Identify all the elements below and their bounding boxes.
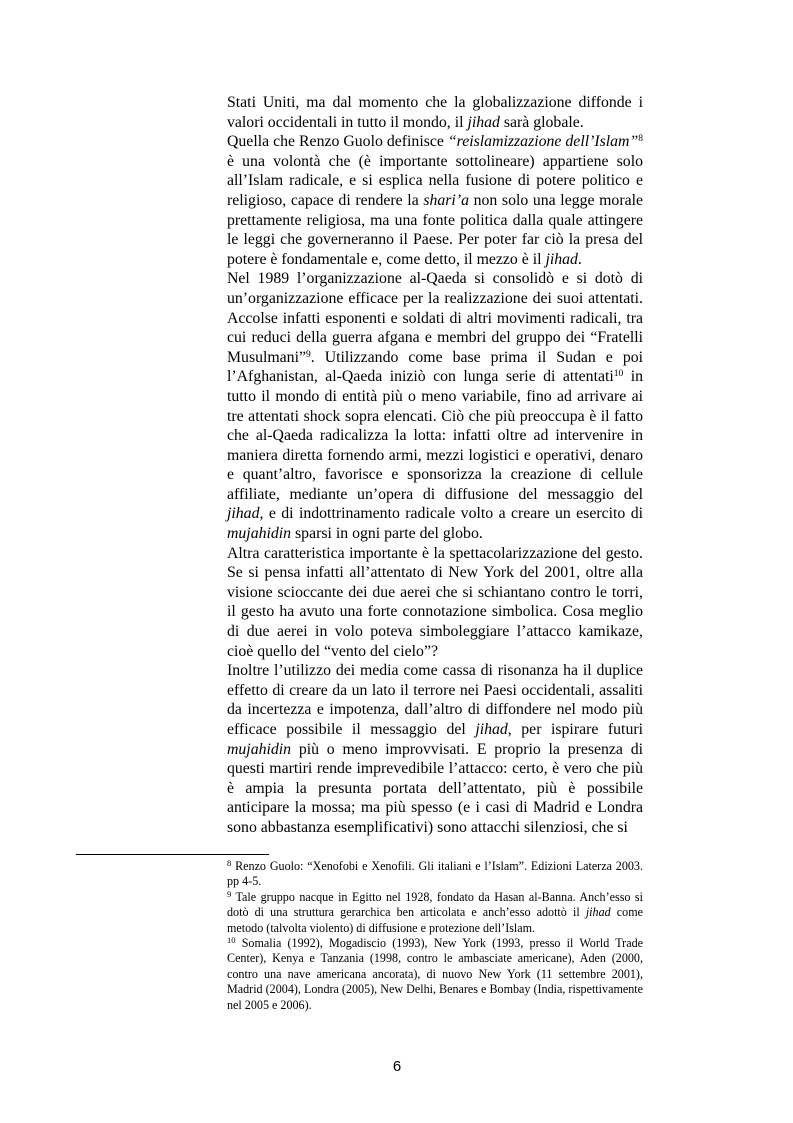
text-run: Nel 1989 l’organizzazione al-Qaeda si consolidò e si dotò di un’organizzazione efficace per la realizzazione dei suoi attentati. Accolse infatti esponenti e soldati di altri movimenti radicali, tra cui reduci della guerra afgana e membri del gruppo dei “Fratelli Musulmani” [227, 270, 643, 366]
text-run: è una volontà che (è importante sottolineare) appartiene solo all’Islam radicale, e si esplica nella fusione di potere politico e religioso, capace di rendere la [227, 152, 643, 209]
text-run: Inoltre l’utilizzo dei media come cassa di risonanza ha il duplice effetto di creare da un lato il terrore nei Paesi occidentali, assaliti da incertezza e impotenza, dall’altro di diffondere nel modo più efficace possibile il messaggio del [227, 662, 643, 738]
footnote-number: 9 [227, 888, 232, 899]
italic-term: jihad [475, 721, 508, 738]
italic-term: “reislamizzazione dell’Islam” [447, 133, 639, 151]
footnote-number: 10 [227, 935, 236, 946]
footnote-ref-8[interactable]: 8 [638, 134, 643, 145]
footnote-number: 8 [227, 858, 232, 868]
text-run: più o meno improvvisati. E proprio la presenza di questi martiri rende imprevedibile l’attacco: certo, è vero che più è ampia la presunta portata dell’attentato, più è possibile anticipare la mossa; ma più spesso (e i casi di Madrid e Londra sono abbastanza esemplificativi) sono attacchi silenziosi, che si [227, 740, 643, 836]
italic-term: shari’a [423, 191, 469, 209]
footnote-ref-10[interactable]: 10 [613, 369, 624, 380]
italic-term: jihad [545, 250, 578, 268]
footnote-text: Tale gruppo nacque in Egitto nel 1928, fondato da Hasan al-Banna. Anch’esso si dotò di una struttura gerarchica ben articolata e anch’esso adottò il [227, 889, 643, 920]
text-run: . Utilizzando come base prima il Sudan e poi l’Afghanistan, al-Qaeda iniziò con lunga serie di attentati [227, 348, 643, 386]
paragraph-5 [227, 661, 643, 837]
page-number: 6 [392, 1058, 402, 1075]
paragraph-2 [227, 132, 643, 269]
italic-term: jihad [227, 505, 260, 523]
footnote-9 [227, 890, 643, 936]
text-run: . [577, 250, 582, 268]
text-run: Stati Uniti, ma dal momento che la globalizzazione diffonde i valori occidentali in tutto il mondo, il [227, 94, 643, 131]
paragraph-1 [227, 93, 643, 132]
footnote-8 [227, 859, 643, 890]
italic-term: jihad [585, 905, 611, 920]
footnote-text: Somalia (1992), Mogadiscio (1993), New York (1993, presso il World Trade Center), Kenya e Tanzania (1998, contro le ambasciate americane), Aden (2000, contro una nave americana ancorata), di nuovo New York (11 settembre 2001), Madrid (2004), Londra (2005), New Delhi, Benares e Bombay (India, rispettivamente nel 2005 e 2006). [227, 936, 643, 1012]
footnotes [227, 859, 643, 1013]
footnote-10 [227, 936, 643, 1013]
text-run: non solo una legge morale prettamente religiosa, ma una fonte politica dalla quale attingere le leggi che governeranno il Paese. Per poter far ciò la presa del potere è fondamentale e, come detto, il mezzo è il [227, 191, 643, 268]
text-run: , e di indottrinamento radicale volto a creare un esercito di [259, 505, 643, 523]
text-run: , per ispirare futuri [507, 721, 643, 738]
italic-term: mujahidin [227, 525, 292, 543]
text-run: sarà globale. [499, 113, 584, 131]
italic-term: jihad [467, 113, 500, 131]
paragraph-3 [227, 269, 643, 543]
footnote-ref-9[interactable]: 9 [305, 349, 311, 360]
text-run: in tutto il mondo di entità più o meno variabile, fino ad arrivare ai tre attentati shock sopra elencati. Ciò che più preoccupa è il fatto che al-Qaeda radicalizza la lotta: infatti oltre ad intervenire in maniera diretta fornendo armi, mezzi logistici e operativi, denaro e quant’altro, favorisce e sponsorizza la creazione di cellule affiliate, mediante un’opera di diffusione del messaggio del [227, 368, 643, 503]
footnote-text: Renzo Guolo: “Xenofobi e Xenofili. Gli italiani e l’Islam”. Edizioni Laterza 2003. pp 4-5. [227, 859, 643, 889]
text-run: Quella che Renzo Guolo definisce [227, 133, 448, 151]
footnote-separator [76, 854, 269, 855]
text-run: Altra caratteristica importante è la spettacolarizzazione del gesto. Se si pensa infatti all’attentato di New York del 2001, oltre alla visione scioccante dei due aerei che si schiantano contro le torri, il gesto ha avuto una forte connotazione simbolica. Cosa meglio di due aerei in volo poteva simboleggiare l’attacco kamikaze, cioè quello del “vento del cielo”? [227, 544, 643, 660]
italic-term: mujahidin [227, 740, 292, 758]
body-text [227, 93, 643, 838]
text-run: sparsi in ogni parte del globo. [291, 525, 483, 543]
footnote-text: come metodo (talvolta violento) di diffusione e protezione dell’Islam. [227, 905, 643, 935]
paragraph-4 [227, 544, 643, 662]
